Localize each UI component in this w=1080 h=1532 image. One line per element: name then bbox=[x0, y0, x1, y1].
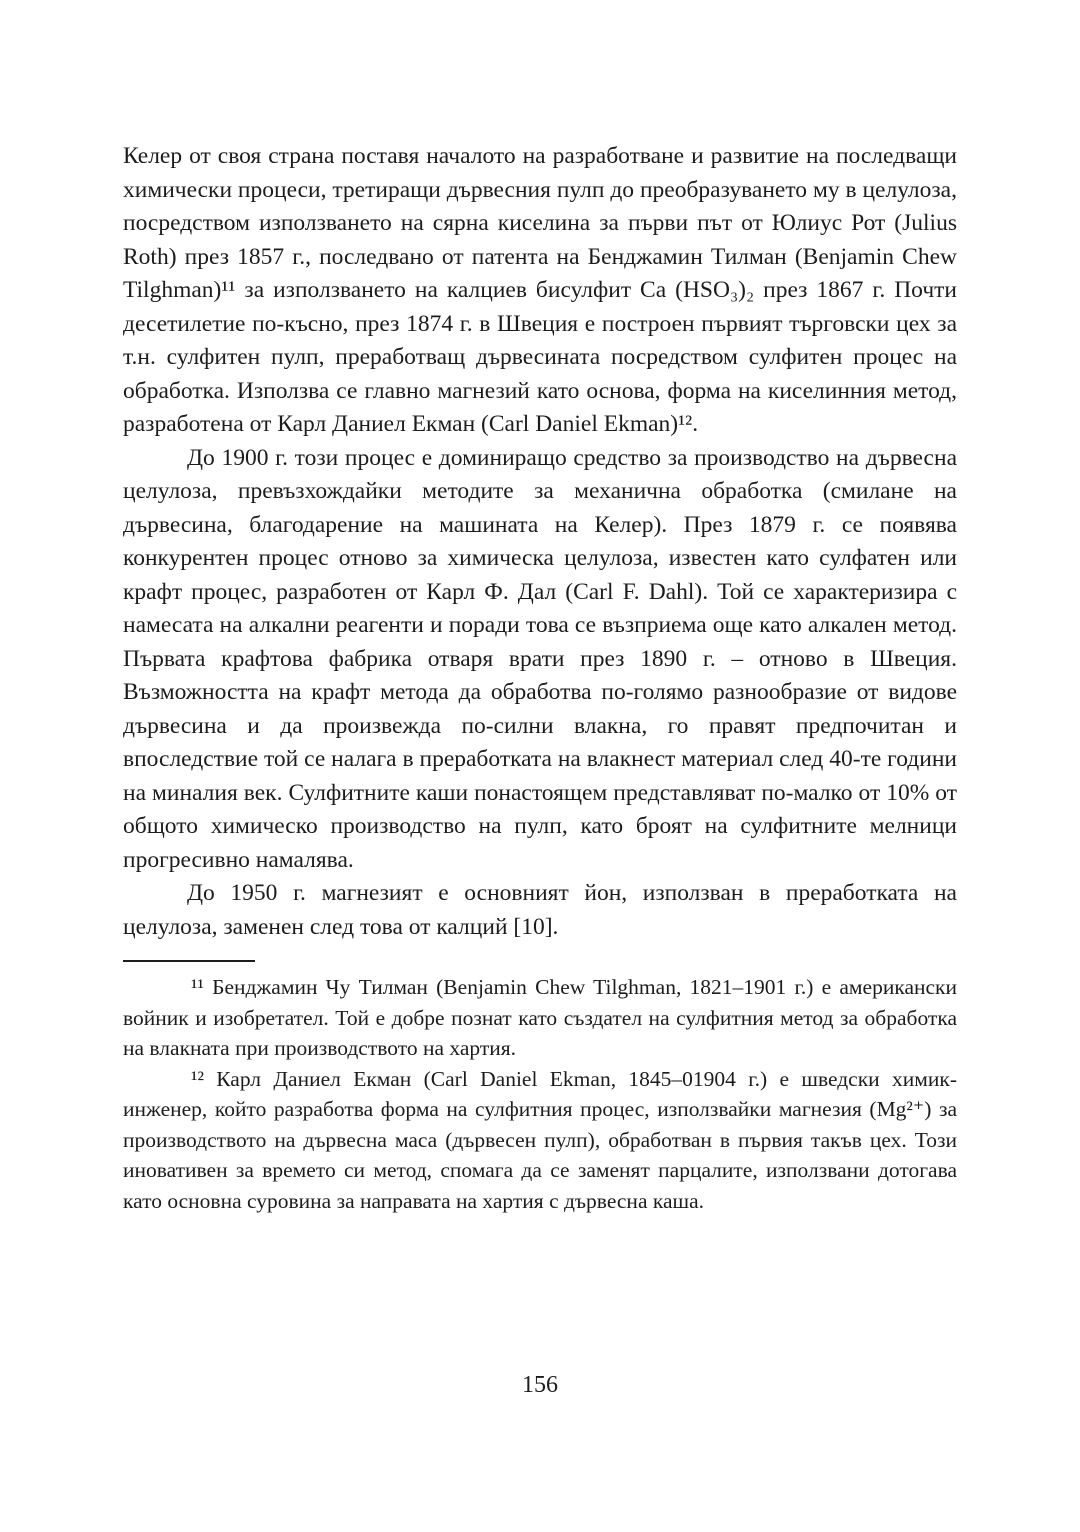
paragraph: Келер от своя страна поставя началото на разработване и развитие на последващи химически процеси, третиращи дървесния пулп до преобразуването му в целулоза, посредством използването на сярна киселина за първи път от Юлиус Рот (Julius Roth) през 1857 г., последвано от патента на Бенджамин Тилман (Benjamin Chew Tilghman)¹¹ за използването на калциев бисулфит Ca (HSO₃)₂ през 1867 г. Почти десетилетие по-късно, през 1874 г. в Швеция е построен първият търговски цех за т.н. сулфитен пулп, преработващ дървесината посредством сулфитен процес на обработка. Използва се главно магнезий като основа, форма на киселинния метод, разработена от Карл Даниел Екман (Carl Daniel Ekman)¹². bbox=[123, 143, 957, 437]
footnote-separator-rule bbox=[123, 960, 255, 962]
page-number: 156 bbox=[522, 1372, 558, 1398]
footnotes-block bbox=[123, 972, 957, 1216]
footnote: ¹¹ Бенджамин Чу Тилман (Benjamin Chew Tilghman, 1821–1901 г.) е американски войник и изобретател. Той е добре познат като създател на сулфитния метод за обработка на влакната при производството на хартия. bbox=[123, 975, 957, 1060]
footnote: ¹² Карл Даниел Екман (Carl Daniel Ekman, 1845–01904 г.) е шведски химик-инженер, който разработва форма на сулфитния процес, използвайки магнезия (Mg²⁺) за производството на дървесна маса (дървесен пулп), обработван в първия такъв цех. Този иновативен за времето си метод, спомага да се заменят парцалите, използвани дотогава като основна суровина за направата на хартия с дървесна каша. bbox=[123, 1066, 957, 1213]
paragraph: До 1900 г. този процес е доминиращо средство за производство на дървесна целулоза, превъзхождайки методите за механична обработка (смилане на дървесина, благодарение на машината на Келер). През 1879 г. се появява конкурентен процес отново за химическа целулоза, известен като сулфатен или крафт процес, разработен от Карл Ф. Дал (Carl F. Dahl). Той се характеризира с намесата на алкални реагенти и поради това се възприема още като алкален метод. Първата крафтова фабрика отваря врати през 1890 г. – отново в Швеция. Възможността на крафт метода да обработва по-голямо разнообразие от видове дървесина и да произвежда по-силни влакна, го правят предпочитан и впоследствие той се налага в преработката на влакнест материал след 40-те години на миналия век. Сулфитните каши понастоящем представляват по-малко от 10% от общото химическо производство на пулп, като броят на сулфитните мелници прогресивно намалява. bbox=[123, 444, 957, 873]
paragraph: До 1950 г. магнезият е основният йон, използван в преработката на целулоза, заменен след това от калций [10]. bbox=[123, 880, 957, 940]
main-text-block bbox=[123, 140, 957, 944]
